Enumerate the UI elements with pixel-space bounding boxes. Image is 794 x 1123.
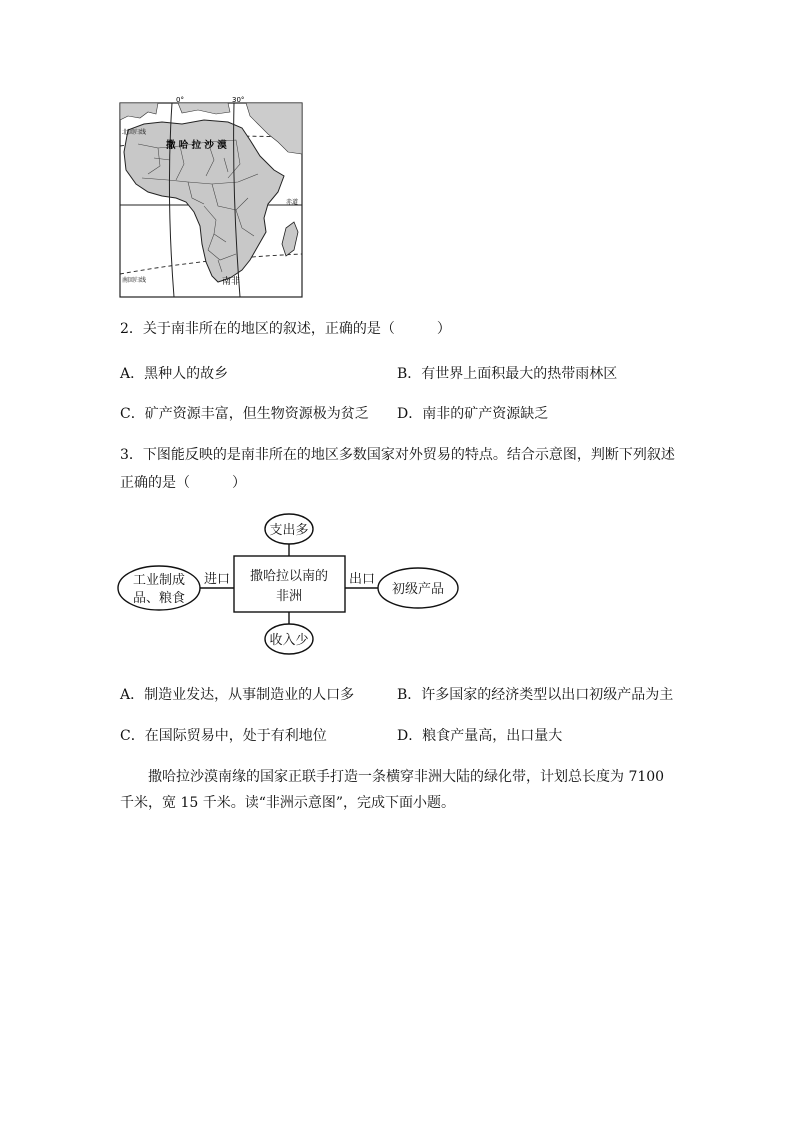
label-import: 进口 — [203, 572, 231, 587]
passage-text: 撒哈拉沙漠南缘的国家正联手打造一条横穿非洲大陆的绿化带，计划总长度为 7100 千米，宽 15 千米。读“非洲示意图”，完成下面小题。 — [120, 769, 665, 811]
label-left-line1: 工业制成 — [132, 573, 186, 588]
q3-stem-line1: 3．下图能反映的是南非所在的地区多数国家对外贸易的特点。结合示意图，判断下列叙述 — [120, 447, 675, 463]
q2-option-d[interactable]: D．南非的矿产资源缺乏 — [397, 406, 549, 422]
q3-option-a[interactable]: A．制造业发达，从事制造业的人口多 — [120, 687, 355, 703]
q2-option-c[interactable]: C．矿产资源丰富，但生物资源极为贫乏 — [120, 406, 369, 422]
q2-stem: 2．关于南非所在的地区的叙述，正确的是（ ） — [120, 321, 451, 337]
label-center-line2: 非洲 — [275, 589, 303, 604]
label-top: 支出多 — [269, 523, 309, 538]
label-sahara: 撒 哈 拉 沙 漠 — [166, 140, 227, 151]
label-tropic-n: 北回归线 — [122, 129, 147, 136]
label-export: 出口 — [348, 572, 376, 587]
label-bottom: 收入少 — [269, 633, 309, 648]
q2-option-a[interactable]: A．黑种人的故乡 — [120, 366, 229, 382]
label-lon-0: 0° — [176, 96, 184, 104]
q3-option-c[interactable]: C．在国际贸易中，处于有利地位 — [120, 728, 327, 744]
label-equator: 赤道 — [286, 199, 299, 206]
q2-option-b[interactable]: B．有世界上面积最大的热带雨林区 — [397, 366, 618, 382]
q3-option-d[interactable]: D．粮食产量高，出口量大 — [397, 728, 563, 744]
trade-diagram — [116, 512, 466, 666]
q3-option-b[interactable]: B．许多国家的经济类型以出口初级产品为主 — [397, 687, 674, 703]
label-south-africa: 南非 — [222, 277, 241, 287]
q3-stem-line2: 正确的是（ ） — [120, 475, 246, 491]
label-lon-30: 30° — [232, 96, 245, 104]
label-center-line1: 撒哈拉以南的 — [249, 569, 329, 584]
label-left-line2: 品、粮食 — [132, 591, 186, 606]
label-right: 初级产品 — [391, 582, 445, 597]
africa-map — [118, 94, 306, 300]
label-tropic-s: 南回归线 — [122, 277, 147, 284]
